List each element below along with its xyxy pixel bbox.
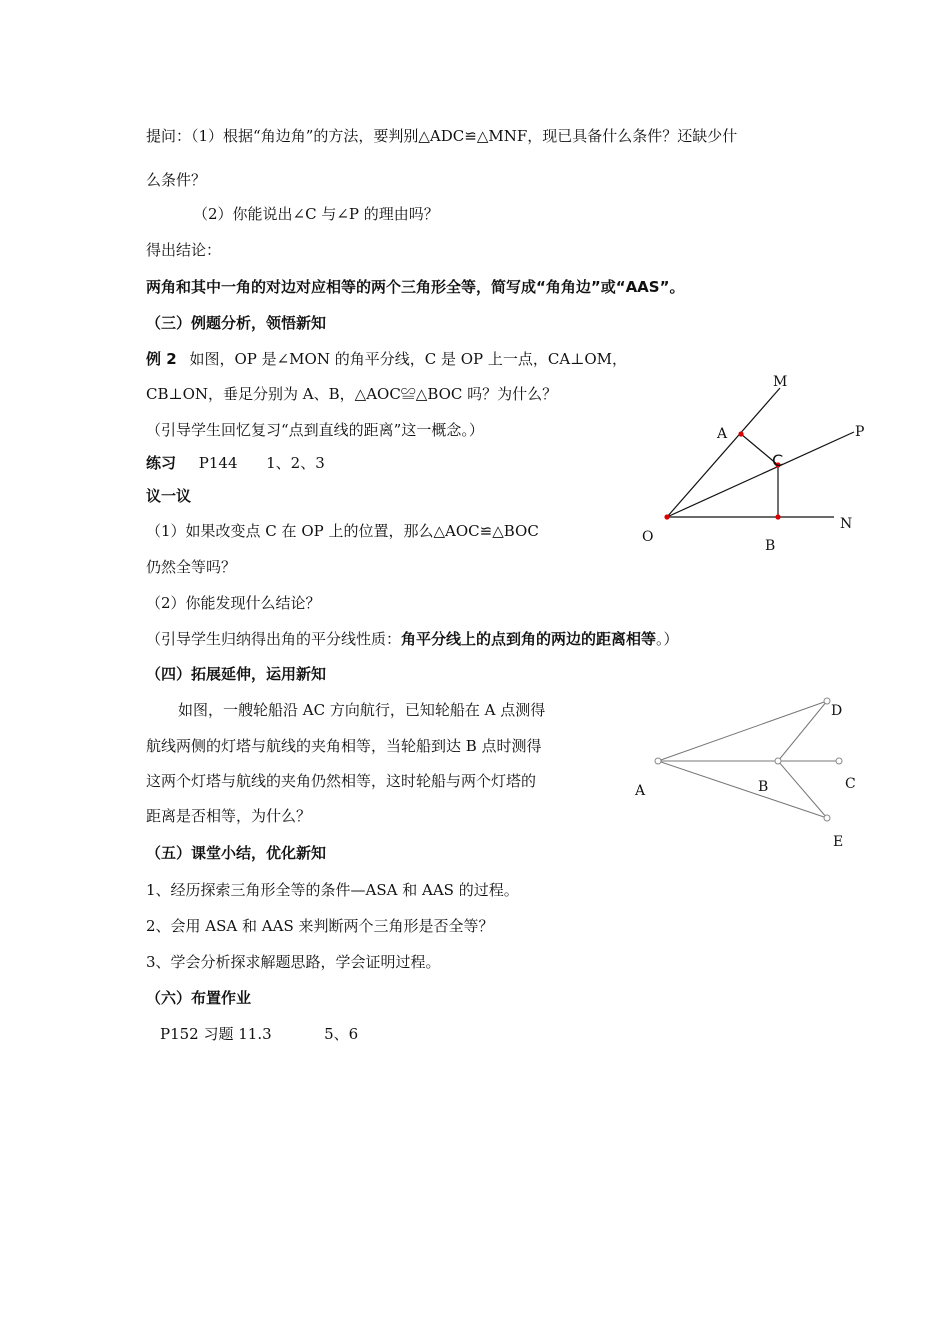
point-e: [824, 815, 830, 821]
bisector-property: 角平分线上的点到角的两边的距离相等: [401, 630, 657, 648]
section-4-heading: （四）拓展延伸，运用新知: [146, 665, 327, 683]
label-c2: C: [845, 776, 856, 792]
example-2-line-2: CB⊥ON，垂足分别为 A、B，△AOC≌△BOC 吗？为什么？: [146, 385, 558, 403]
point-a2: [655, 758, 661, 764]
discuss-question-2: （2）你能发现什么结论？: [146, 594, 321, 612]
discuss-question-1-continued: 仍然全等吗？: [146, 558, 237, 576]
extension-line-4: 距离是否相等，为什么？: [146, 807, 312, 825]
example-2-label: 例 2: [146, 350, 177, 368]
point-b2: [775, 758, 781, 764]
example-2-text: 如图，OP 是∠MON 的角平分线，C 是 OP 上一点，CA⊥OM，: [189, 350, 627, 368]
discuss-question-1: （1）如果改变点 C 在 OP 上的位置，那么△AOC≌△BOC: [146, 522, 539, 540]
section-5-heading: （五）课堂小结，优化新知: [146, 844, 327, 862]
extension-line-2: 航线两侧的灯塔与航线的夹角相等，当轮船到达 B 点时测得: [146, 737, 542, 755]
ship-lighthouse-figure: [628, 692, 868, 852]
section-6-heading: （六）布置作业: [146, 989, 252, 1007]
summary-3: 3、学会分析探求解题思路，学会证明过程。: [146, 953, 441, 971]
discuss-heading: 议一议: [146, 487, 192, 505]
discuss-hint-suffix: 。）: [656, 630, 679, 648]
discuss-hint: [146, 629, 679, 649]
conclusion-label: 得出结论：: [146, 241, 222, 259]
summary-2: 2、会用 ASA 和 AAS 来判断两个三角形是否全等？: [146, 917, 494, 935]
summary-1: 1、经历探索三角形全等的条件—ASA 和 AAS 的过程。: [146, 881, 519, 899]
practice-label: 练习: [146, 454, 177, 472]
label-a: A: [717, 426, 728, 442]
label-c: C: [772, 451, 784, 470]
label-a2: A: [635, 783, 646, 799]
point-a: [738, 431, 743, 436]
label-o: O: [642, 529, 654, 545]
extension-line-3: 这两个灯塔与航线的夹角仍然相等，这时轮船与两个灯塔的: [146, 772, 537, 790]
angle-bisector-figure: [630, 370, 890, 570]
line-ae: [658, 761, 827, 818]
question-2: （2）你能说出∠C 与∠P 的理由吗？: [193, 205, 439, 223]
point-d: [824, 698, 830, 704]
ray-op: [667, 432, 854, 517]
example-2-line-1: [146, 349, 627, 369]
label-n: N: [840, 516, 853, 532]
practice-pages: P144 1、2、3: [198, 454, 325, 472]
label-m: M: [773, 374, 788, 390]
label-b2: B: [758, 779, 769, 795]
question-intro: 提问：（1）根据“角边角”的方法，要判别△ADC≌△MNF，现已具备什么条件？还缺少什: [146, 127, 738, 145]
point-c2: [836, 758, 842, 764]
section-3-heading: （三）例题分析，领悟新知: [146, 314, 327, 332]
label-p: P: [855, 424, 865, 440]
line-ad: [658, 701, 827, 761]
label-b: B: [765, 538, 776, 554]
point-b: [775, 514, 780, 519]
question-intro-continued: 么条件？: [146, 171, 207, 189]
homework: P152 习题 11.3 5、6: [160, 1025, 359, 1043]
conclusion-statement: 两角和其中一角的对边对应相等的两个三角形全等，简写成“角角边”或“AAS”。: [146, 278, 685, 296]
discuss-hint-prefix: （引导学生归纳得出角的平分线性质：: [146, 630, 402, 648]
example-2-hint: （引导学生回忆复习“点到直线的距离”这一概念。）: [146, 421, 484, 439]
extension-line-1: 如图，一艘轮船沿 AC 方向航行，已知轮船在 A 点测得: [178, 701, 546, 719]
practice-line: [146, 453, 325, 473]
label-d: D: [831, 703, 843, 719]
label-e: E: [833, 834, 844, 850]
point-o: [664, 514, 669, 519]
